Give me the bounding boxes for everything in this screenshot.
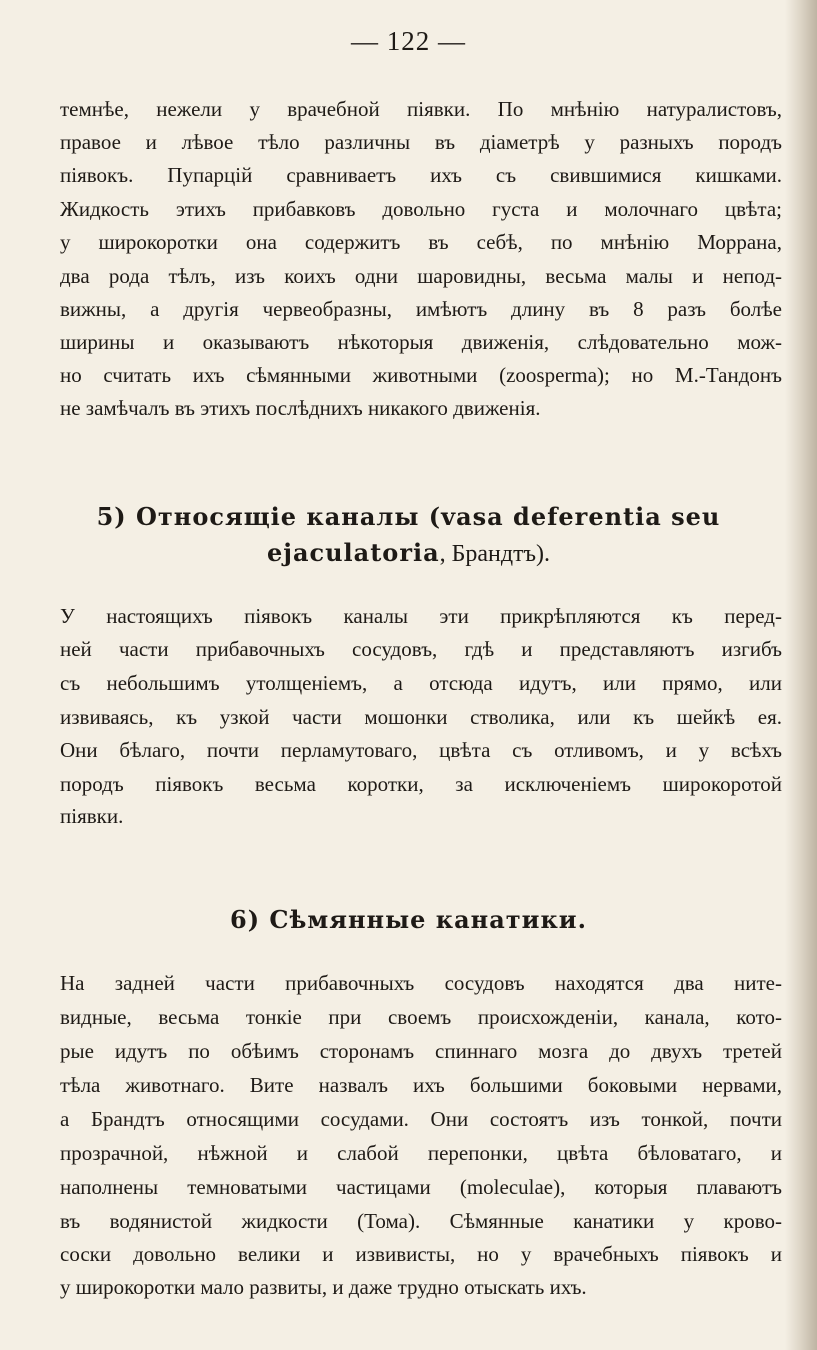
section-heading-5-text: 5) Относящіе каналы (vasa deferentia seu: [96, 502, 721, 531]
paragraph1-line-9: но считать ихъ сѣмянными животными (zoosperma); но М.-Тандонъ: [60, 363, 782, 387]
section-heading-6: [0, 905, 817, 935]
paragraph3-line-5: а Брандтъ относящими сосудами. Они состоятъ изъ тонкой, почти: [60, 1107, 782, 1131]
paragraph3-line-4: тѣла животнаго. Вите назвалъ ихъ большими боковыми нервами,: [60, 1073, 782, 1097]
paragraph3-line-6: прозрачной, нѣжной и слабой перепонки, цвѣта бѣловатаго, и: [60, 1141, 782, 1165]
paragraph1-line-2: правое и лѣвое тѣло различны въ діаметрѣ у разныхъ породъ: [60, 130, 782, 154]
paragraph3-line-1: На задней части прибавочныхъ сосудовъ находятся два ните-: [60, 971, 782, 995]
paragraph2-line-5: Они бѣлаго, почти перламутоваго, цвѣта съ отливомъ, и у всѣхъ: [60, 738, 782, 762]
paragraph2-line-2: ней части прибавочныхъ сосудовъ, гдѣ и представляютъ изгибъ: [60, 637, 782, 661]
paragraph1-line-4: Жидкость этихъ прибавковъ довольно густа и молочнаго цвѣта;: [60, 197, 782, 221]
paragraph3-line-10: у широкоротки мало развиты, и даже трудно отыскать ихъ.: [60, 1275, 587, 1299]
paragraph3-line-8: въ водянистой жидкости (Тома). Сѣмянные канатики у крово-: [60, 1209, 782, 1233]
paragraph3-line-9: соски довольно велики и извивисты, но у врачебныхъ піявокъ и: [60, 1242, 782, 1266]
section-heading-5-line-2: [0, 538, 817, 568]
paragraph1-line-10: не замѣчалъ въ этихъ послѣднихъ никакого движенія.: [60, 396, 541, 420]
paragraph1-line-7: вижны, а другія червеобразны, имѣютъ длину въ 8 разъ болѣе: [60, 297, 782, 321]
paragraph3-line-3: рые идутъ по обѣимъ сторонамъ спиннаго мозга до двухъ третей: [60, 1039, 782, 1063]
section-heading-6-text: 6) Сѣмянные канатики.: [230, 905, 587, 934]
paragraph2-line-4: извиваясь, къ узкой части мошонки стволика, или къ шейкѣ ея.: [60, 705, 782, 729]
paragraph2-line-7: піявки.: [60, 804, 124, 828]
paragraph1-line-8: ширины и оказываютъ нѣкоторыя движенія, слѣдовательно мож-: [60, 330, 782, 354]
paragraph1-line-1: темнѣе, нежели у врачебной піявки. По мнѣнію натуралистовъ,: [60, 97, 782, 121]
paragraph1-line-6: два рода тѣлъ, изъ коихъ одни шаровидны, весьма малы и непод-: [60, 264, 782, 288]
section-heading-5-latin: ejaculatoria: [266, 538, 440, 567]
section-heading-5-line-1: [0, 502, 817, 532]
paragraph2-line-3: съ небольшимъ утолщеніемъ, а отсюда идутъ, или прямо, или: [60, 671, 782, 695]
paragraph2-line-6: породъ піявокъ весьма коротки, за исключеніемъ широкоротой: [60, 772, 782, 796]
paragraph1-line-3: піявокъ. Пупарцій сравниваетъ ихъ съ свившимися кишками.: [60, 163, 782, 187]
paragraph1-line-5: у широкоротки она содержитъ въ себѣ, по мнѣнію Моррана,: [60, 230, 782, 254]
paragraph3-line-2: видные, весьма тонкіе при своемъ происхожденіи, канала, кото-: [60, 1005, 782, 1029]
section-heading-5-author: , Брандтъ).: [439, 541, 551, 567]
paragraph3-line-7: наполнены темноватыми частицами (moleculae), которыя плаваютъ: [60, 1175, 782, 1199]
page-number: — 122 —: [351, 26, 466, 56]
paragraph2-line-1: У настоящихъ піявокъ каналы эти прикрѣпляются къ перед-: [60, 604, 782, 628]
